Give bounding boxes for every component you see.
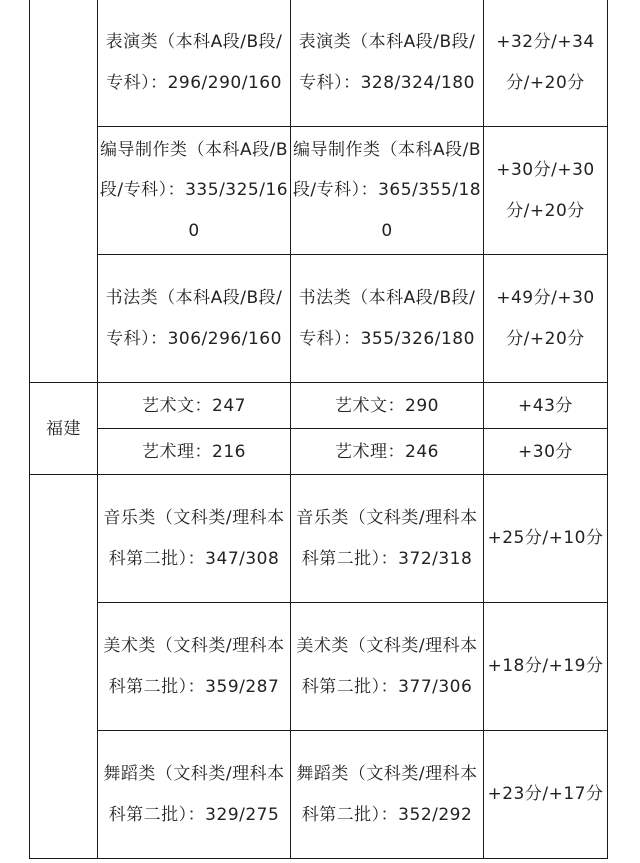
score-2022-cell: 艺术理：216 xyxy=(98,429,291,475)
province-cell xyxy=(30,475,98,859)
table-row xyxy=(30,0,608,127)
score-diff-cell: +49分/+30分/+20分 xyxy=(484,255,608,383)
score-diff-cell: +18分/+19分 xyxy=(484,603,608,731)
score-2023-cell: 艺术文：290 xyxy=(291,383,484,429)
table-row xyxy=(30,731,608,859)
score-2022-cell: 美术类（文科类/理科本科第二批）：359/287 xyxy=(98,603,291,731)
score-2023-cell: 书法类（本科A段/B段/专科）：355/326/180 xyxy=(291,255,484,383)
score-diff-cell: +43分 xyxy=(484,383,608,429)
table-row xyxy=(30,127,608,255)
province-cell: 福建 xyxy=(30,383,98,475)
score-2022-cell: 书法类（本科A段/B段/专科）：306/296/160 xyxy=(98,255,291,383)
score-2023-cell: 音乐类（文科类/理科本科第二批）：372/318 xyxy=(291,475,484,603)
score-2022-cell: 音乐类（文科类/理科本科第二批）：347/308 xyxy=(98,475,291,603)
score-diff-cell: +30分 xyxy=(484,429,608,475)
score-2023-cell: 舞蹈类（文科类/理科本科第二批）：352/292 xyxy=(291,731,484,859)
score-2023-cell: 表演类（本科A段/B段/专科）：328/324/180 xyxy=(291,0,484,127)
score-diff-cell: +32分/+34分/+20分 xyxy=(484,0,608,127)
score-table xyxy=(29,0,608,859)
table-row xyxy=(30,383,608,429)
score-2022-cell: 舞蹈类（文科类/理科本科第二批）：329/275 xyxy=(98,731,291,859)
score-diff-cell: +25分/+10分 xyxy=(484,475,608,603)
table-row xyxy=(30,603,608,731)
score-diff-cell: +30分/+30分/+20分 xyxy=(484,127,608,255)
score-2022-cell: 编导制作类（本科A段/B段/专科）：335/325/160 xyxy=(98,127,291,255)
table-row xyxy=(30,255,608,383)
table-row xyxy=(30,429,608,475)
table-row xyxy=(30,475,608,603)
province-cell xyxy=(30,0,98,383)
score-2023-cell: 编导制作类（本科A段/B段/专科）：365/355/180 xyxy=(291,127,484,255)
score-2022-cell: 表演类（本科A段/B段/专科）：296/290/160 xyxy=(98,0,291,127)
score-2023-cell: 艺术理：246 xyxy=(291,429,484,475)
score-2022-cell: 艺术文：247 xyxy=(98,383,291,429)
score-diff-cell: +23分/+17分 xyxy=(484,731,608,859)
score-2023-cell: 美术类（文科类/理科本科第二批）：377/306 xyxy=(291,603,484,731)
